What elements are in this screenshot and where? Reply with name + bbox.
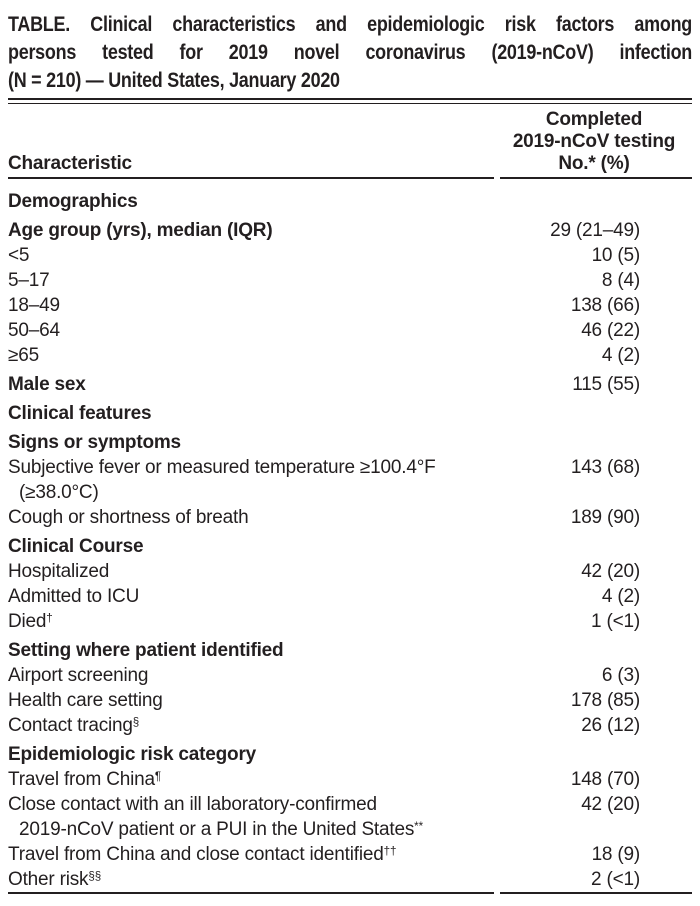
table-row xyxy=(8,792,692,842)
table-row xyxy=(8,713,692,738)
bottom-rule-left-segment xyxy=(8,892,494,895)
row-label: Clinical features xyxy=(8,402,152,424)
section-row xyxy=(8,430,692,455)
row-value: 29 (21–49) xyxy=(550,219,640,241)
value-column-header-line: No.* (%) xyxy=(558,153,630,175)
row-value: 46 (22) xyxy=(581,319,640,341)
table-row xyxy=(8,343,692,368)
row-label: Airport screening xyxy=(8,664,149,686)
table-row xyxy=(8,767,692,792)
table-title-line: persons tested for 2019 novel coronavirus (2019-nCoV) infection xyxy=(8,41,692,64)
row-label: Admitted to ICU xyxy=(8,585,140,607)
table-row xyxy=(8,372,692,397)
table-row xyxy=(8,268,692,293)
row-label: Clinical Course xyxy=(8,535,144,557)
row-label: Age group (yrs), median (IQR) xyxy=(8,219,273,241)
row-value: 8 (4) xyxy=(601,269,640,291)
section-row xyxy=(8,401,692,426)
value-column-header xyxy=(496,109,692,175)
header-rule xyxy=(8,177,692,180)
row-label: Hospitalized xyxy=(8,560,110,582)
characteristic-column-header: Characteristic xyxy=(8,153,132,175)
footnote-marker: § xyxy=(132,716,140,729)
table-row xyxy=(8,559,692,584)
footnote-marker: ** xyxy=(414,820,424,833)
footnote-marker: † xyxy=(46,612,53,625)
header-rule-right-segment xyxy=(500,177,692,180)
row-value: 4 (2) xyxy=(601,344,640,366)
table-row xyxy=(8,293,692,318)
value-column-header-line: Completed xyxy=(545,109,643,131)
row-label: 18–49 xyxy=(8,294,60,316)
row-value: 6 (3) xyxy=(601,664,640,686)
table-column-header xyxy=(8,104,692,177)
table-title xyxy=(8,11,692,95)
row-value: 4 (2) xyxy=(601,585,640,607)
row-label: Travel from China and close contact identified†† xyxy=(8,843,397,865)
row-label: Travel from China¶ xyxy=(8,768,162,790)
section-row xyxy=(8,638,692,663)
table-row xyxy=(8,867,692,892)
footnote-marker: ¶ xyxy=(154,770,162,783)
row-label: 50–64 xyxy=(8,319,60,341)
row-value: 138 (66) xyxy=(570,294,640,316)
bottom-rule xyxy=(8,892,692,895)
row-label: <5 xyxy=(8,244,30,266)
table-row xyxy=(8,584,692,609)
row-label: Contact tracing§ xyxy=(8,714,140,736)
table-row xyxy=(8,218,692,243)
footnote-marker: §§ xyxy=(88,870,102,883)
row-label: Setting where patient identified xyxy=(8,639,284,661)
table-title-line: (N = 210) — United States, January 2020 xyxy=(8,69,340,92)
table-body xyxy=(8,180,692,892)
table-row xyxy=(8,455,692,505)
value-column-header-line: 2019-nCoV testing xyxy=(512,131,676,153)
table-row xyxy=(8,688,692,713)
header-rule-left-segment xyxy=(8,177,494,180)
row-label: ≥65 xyxy=(8,344,39,366)
table-row xyxy=(8,505,692,530)
row-value: 148 (70) xyxy=(570,768,640,790)
row-value: 189 (90) xyxy=(570,506,640,528)
row-label: Signs or symptoms xyxy=(8,431,181,453)
row-value: 10 (5) xyxy=(591,244,640,266)
row-label: 5–17 xyxy=(8,269,50,291)
row-value: 178 (85) xyxy=(570,689,640,711)
row-label: Other risk§§ xyxy=(8,868,102,890)
section-row xyxy=(8,742,692,767)
row-value: 143 (68) xyxy=(570,456,640,478)
footnote-marker: †† xyxy=(383,845,397,858)
section-row xyxy=(8,534,692,559)
section-row xyxy=(8,189,692,214)
table-title-line: TABLE. Clinical characteristics and epidemiologic risk factors among xyxy=(8,13,692,36)
table-row xyxy=(8,842,692,867)
table-row xyxy=(8,609,692,634)
row-label: Demographics xyxy=(8,190,138,212)
table-row xyxy=(8,318,692,343)
row-value: 42 (20) xyxy=(581,560,640,582)
row-value: 1 (<1) xyxy=(591,610,640,632)
row-label: Male sex xyxy=(8,373,86,395)
row-label: Health care setting xyxy=(8,689,163,711)
row-label: Subjective fever or measured temperature ≥100.4°F (≥38.0°C) xyxy=(8,456,436,503)
row-label: Close contact with an ill laboratory-confirmed 2019-nCoV patient or a PUI in the United States** xyxy=(8,793,424,840)
table-row xyxy=(8,243,692,268)
row-value: 18 (9) xyxy=(591,843,640,865)
row-label: Epidemiologic risk category xyxy=(8,743,257,765)
table-row xyxy=(8,663,692,688)
row-value: 2 (<1) xyxy=(591,868,640,890)
row-value: 42 (20) xyxy=(581,793,640,815)
bottom-rule-right-segment xyxy=(500,892,692,895)
row-label: Cough or shortness of breath xyxy=(8,506,249,528)
row-value: 115 (55) xyxy=(572,373,640,395)
row-label: Died† xyxy=(8,610,53,632)
row-value: 26 (12) xyxy=(581,714,640,736)
